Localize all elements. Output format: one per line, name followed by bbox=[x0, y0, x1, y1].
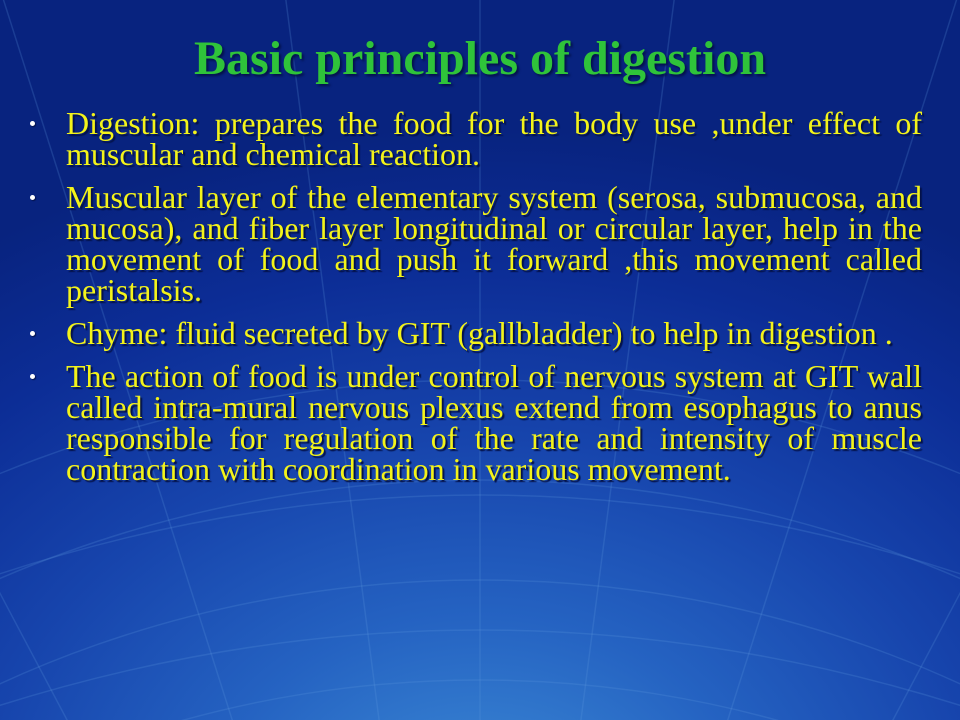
bullet-text: Chyme: fluid secreted by GIT (gallbladder) to help in digestion . bbox=[66, 315, 893, 351]
bullet-list bbox=[26, 105, 922, 497]
bullet-dot-icon bbox=[30, 195, 35, 200]
bullet-text: Digestion: prepares the food for the body use ,under effect of muscular and chemical reaction. bbox=[66, 105, 922, 172]
bullet-item bbox=[26, 105, 922, 172]
bullet-dot-icon bbox=[30, 374, 35, 379]
bullet-text: Muscular layer of the elementary system (serosa, submucosa, and mucosa), and fiber layer longitudinal or circular layer, help in the movement of food and push it forward ,this movement called peristalsis. bbox=[66, 179, 922, 308]
bullet-dot-icon bbox=[30, 121, 35, 126]
bullet-item bbox=[26, 315, 922, 351]
slide-title: Basic principles of digestion bbox=[193, 32, 767, 85]
bullet-text: The action of food is under control of nervous system at GIT wall called intra-mural nervous plexus extend from esophagus to anus responsible for regulation of the rate and intensity of muscle contraction with coordination in various movement. bbox=[66, 358, 922, 487]
bullet-item bbox=[26, 358, 922, 487]
bullet-dot-icon bbox=[30, 331, 35, 336]
bullet-item bbox=[26, 179, 922, 308]
